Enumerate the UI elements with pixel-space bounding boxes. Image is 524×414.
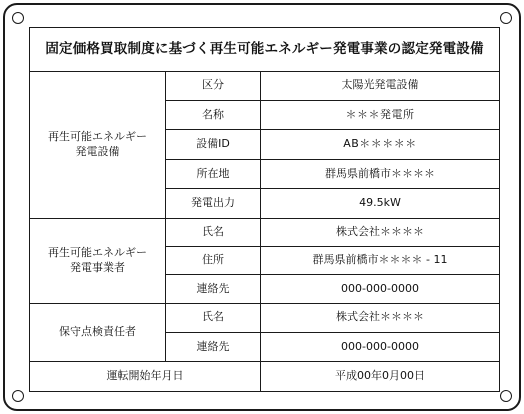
field-name-label: 名称	[166, 100, 261, 129]
operator-name-value: 株式会社＊＊＊＊	[261, 218, 500, 246]
operator-name-label: 氏名	[166, 218, 261, 246]
maintenance-contact-label: 連絡先	[166, 333, 261, 362]
operator-address-label: 住所	[166, 246, 261, 274]
field-output-value: 49.5kW	[261, 189, 500, 218]
start-date-label: 運転開始年月日	[30, 362, 261, 392]
operator-contact-value: 000-000-0000	[261, 275, 500, 303]
operator-contact-label: 連絡先	[166, 275, 261, 303]
field-category-label: 区分	[166, 71, 261, 100]
certification-plate	[3, 3, 521, 411]
field-location-value: 群馬県前橋市＊＊＊＊	[261, 159, 500, 188]
start-date-value: 平成00年0月00日	[261, 362, 500, 392]
certification-table	[29, 27, 500, 392]
section-label-operator: 再生可能エネルギー 発電事業者	[30, 218, 166, 303]
maintenance-name-value: 株式会社＊＊＊＊	[261, 303, 500, 332]
mounting-hole-icon	[500, 390, 512, 402]
mounting-hole-icon	[12, 390, 24, 402]
operator-address-value: 群馬県前橋市＊＊＊＊ - 11	[261, 246, 500, 274]
mounting-hole-icon	[12, 12, 24, 24]
maintenance-contact-value: 000-000-0000	[261, 333, 500, 362]
field-name-value: ＊＊＊発電所	[261, 100, 500, 129]
field-facility-id-value: AB＊＊＊＊＊	[261, 130, 500, 159]
section-label-maintenance: 保守点検責任者	[30, 303, 166, 362]
field-location-label: 所在地	[166, 159, 261, 188]
plate-title: 固定価格買取制度に基づく再生可能エネルギー発電事業の認定発電設備	[30, 28, 500, 72]
field-facility-id-label: 設備ID	[166, 130, 261, 159]
field-category-value: 太陽光発電設備	[261, 71, 500, 100]
maintenance-name-label: 氏名	[166, 303, 261, 332]
mounting-hole-icon	[500, 12, 512, 24]
section-label-facility: 再生可能エネルギー 発電設備	[30, 71, 166, 218]
field-output-label: 発電出力	[166, 189, 261, 218]
